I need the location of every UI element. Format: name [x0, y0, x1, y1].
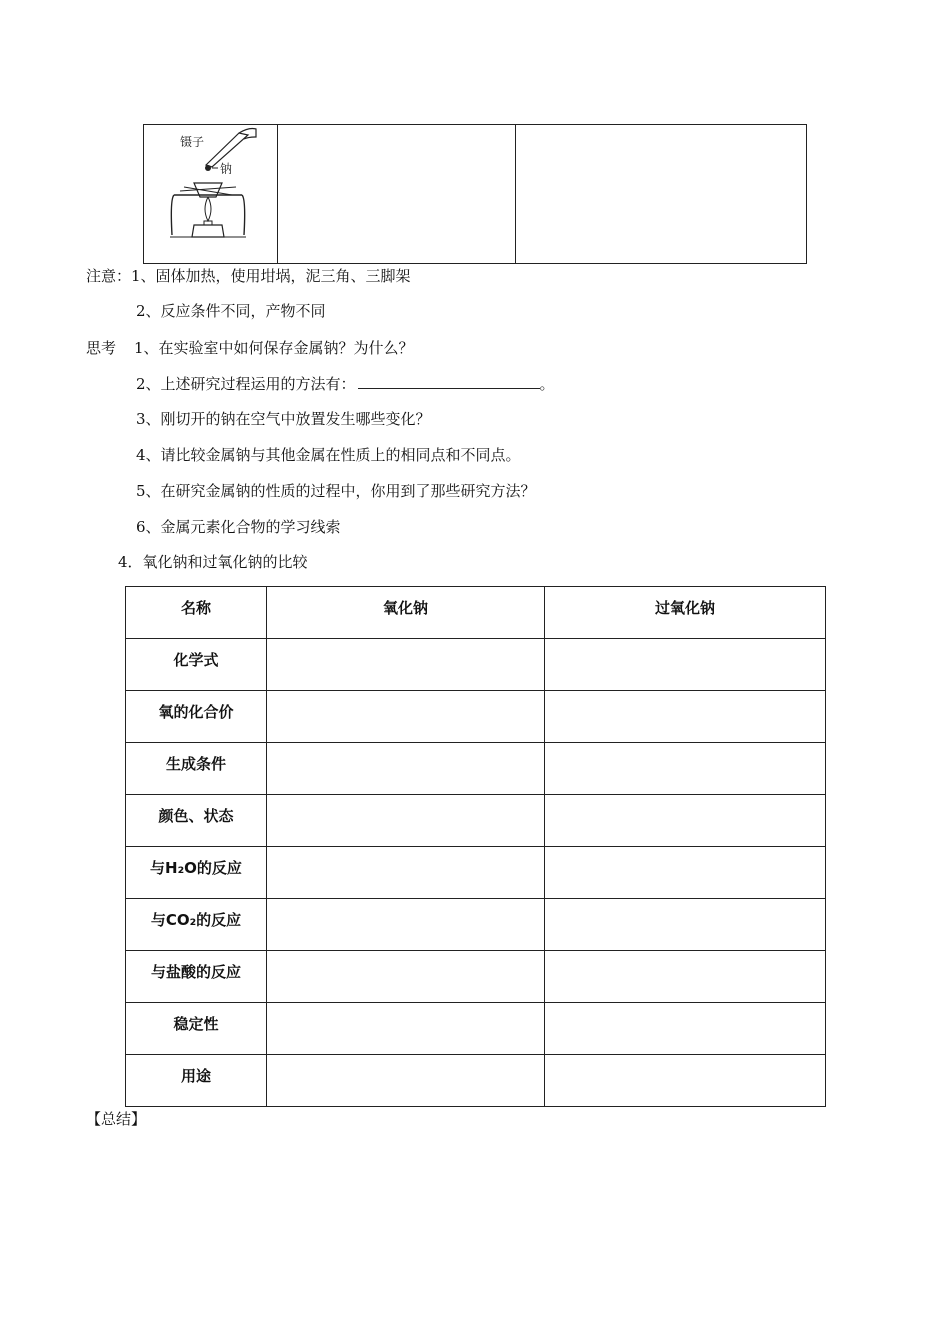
table-row — [126, 795, 826, 847]
answer-cell[interactable] — [267, 847, 545, 899]
row-label: 与H₂O的反应 — [126, 847, 267, 899]
tweezers-label: 镊子 — [180, 135, 205, 149]
answer-cell[interactable] — [545, 951, 826, 1003]
think-question-1: 1、在实验室中如何保存金属钠？为什么？ — [134, 339, 414, 357]
flame-icon — [205, 197, 211, 221]
experiment-table — [143, 124, 807, 264]
tripod-icon — [171, 195, 244, 235]
think-heading: 思考 — [86, 339, 117, 357]
answer-cell[interactable] — [545, 1055, 826, 1107]
section-4-title: 4．氧化钠和过氧化钠的比较 — [118, 553, 308, 571]
answer-cell[interactable] — [267, 1003, 545, 1055]
row-label: 化学式 — [126, 639, 267, 691]
row-label: 用途 — [126, 1055, 267, 1107]
think-question-6: 6、金属元素化合物的学习线索 — [136, 518, 341, 536]
header-sodium-oxide: 氧化钠 — [267, 587, 545, 639]
table-header-row — [126, 587, 826, 639]
table-row — [126, 743, 826, 795]
apparatus-cell — [144, 125, 278, 264]
sodium-dot — [205, 165, 211, 171]
row-label: 氧的化合价 — [126, 691, 267, 743]
answer-cell[interactable] — [545, 691, 826, 743]
answer-cell[interactable] — [267, 743, 545, 795]
summary-heading: 【总结】 — [86, 1110, 147, 1128]
table-row — [126, 691, 826, 743]
table-row — [126, 1003, 826, 1055]
crucible-heating-illustration — [144, 125, 278, 263]
answer-cell[interactable] — [267, 1055, 545, 1107]
think-question-5: 5、在研究金属钠的性质的过程中，你用到了那些研究方法？ — [136, 482, 536, 500]
table-row — [126, 899, 826, 951]
alcohol-lamp-icon — [192, 225, 224, 237]
row-label: 与CO₂的反应 — [126, 899, 267, 951]
comparison-table — [125, 586, 826, 1107]
table-row — [126, 639, 826, 691]
notes-line-1 — [86, 266, 411, 286]
row-label: 稳定性 — [126, 1003, 267, 1055]
sodium-label: 钠 — [220, 162, 233, 176]
think-line-1 — [86, 338, 414, 358]
notes-heading: 注意： — [86, 267, 132, 285]
row-label: 与盐酸的反应 — [126, 951, 267, 1003]
row-label: 生成条件 — [126, 743, 267, 795]
answer-cell[interactable] — [267, 639, 545, 691]
answer-cell[interactable] — [545, 899, 826, 951]
answer-cell[interactable] — [267, 899, 545, 951]
observation-cell[interactable] — [278, 125, 516, 264]
think-question-3: 3、刚切开的钠在空气中放置发生哪些变化？ — [136, 410, 431, 428]
answer-cell[interactable] — [545, 639, 826, 691]
conclusion-cell[interactable] — [516, 125, 807, 264]
table-row — [126, 951, 826, 1003]
answer-blank[interactable] — [358, 374, 540, 389]
row-label: 颜色、状态 — [126, 795, 267, 847]
answer-cell[interactable] — [267, 951, 545, 1003]
header-sodium-peroxide: 过氧化钠 — [545, 587, 826, 639]
think-question-4: 4、请比较金属钠与其他金属在性质上的相同点和不同点。 — [136, 446, 521, 464]
answer-cell[interactable] — [267, 795, 545, 847]
answer-cell[interactable] — [267, 691, 545, 743]
apparatus-figure — [144, 125, 278, 263]
notes-item-1: 1、固体加热，使用坩埚，泥三角、三脚架 — [131, 267, 411, 285]
notes-item-2: 2、反应条件不同，产物不同 — [136, 302, 326, 320]
answer-cell[interactable] — [545, 795, 826, 847]
think-question-2: 2、上述研究过程运用的方法有： 。 — [136, 375, 555, 393]
answer-cell[interactable] — [545, 743, 826, 795]
header-name: 名称 — [126, 587, 267, 639]
answer-cell[interactable] — [545, 1003, 826, 1055]
table-row — [126, 847, 826, 899]
table-row — [126, 1055, 826, 1107]
answer-cell[interactable] — [545, 847, 826, 899]
